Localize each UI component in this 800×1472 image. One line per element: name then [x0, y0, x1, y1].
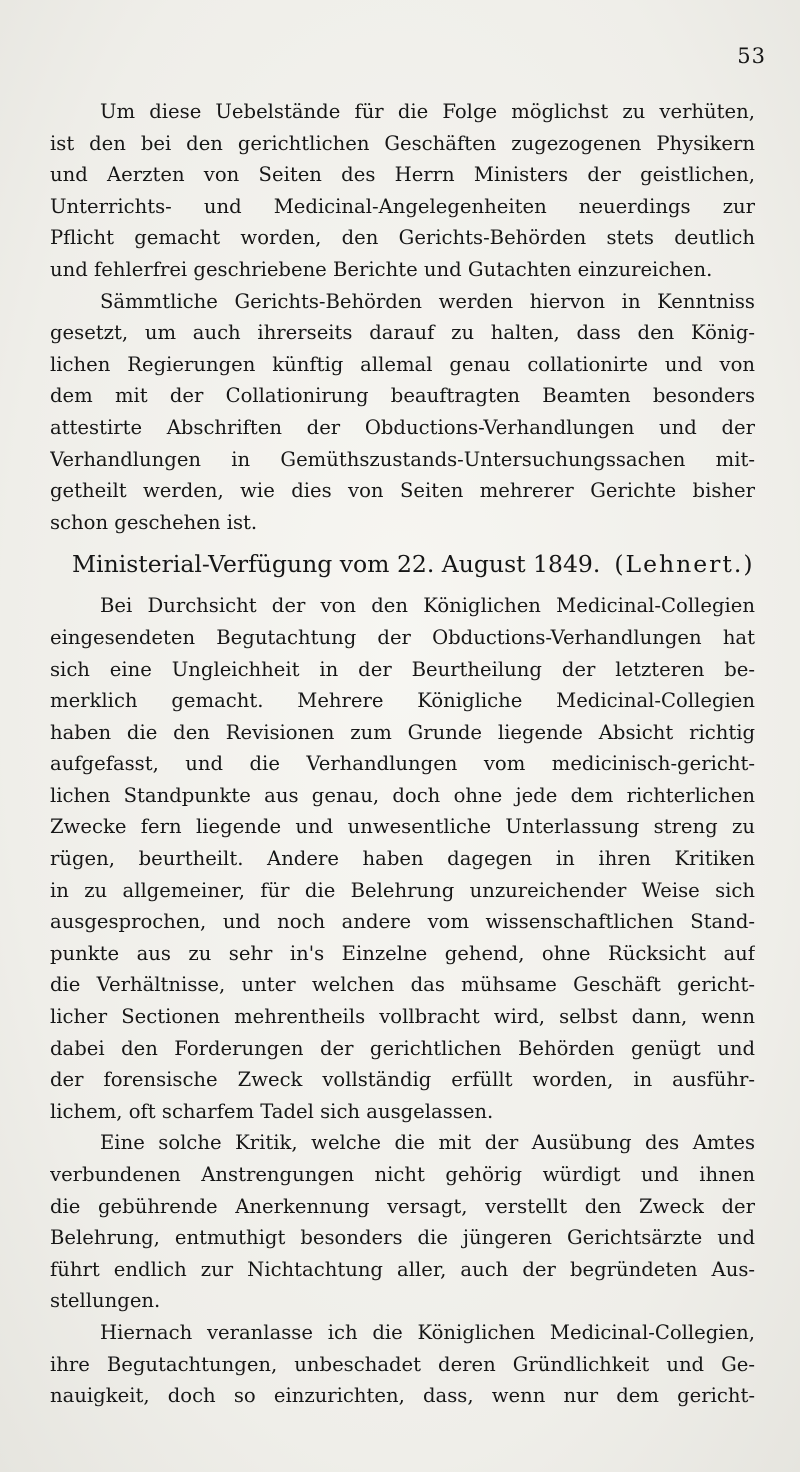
heading-title: Ministerial-Verfügung vom 22. August 1849.: [72, 550, 601, 579]
text-line: die Verhältnisse, unter welchen das mühsame Geschäft gericht-: [50, 973, 755, 997]
text-line: stellungen.: [50, 1289, 161, 1313]
paragraph-4: [50, 1127, 755, 1317]
text-line: haben die den Revisionen zum Grunde liegende Absicht richtig: [50, 720, 755, 744]
body-text: [50, 96, 755, 1412]
text-line: verbundenen Anstrengungen nicht gehörig würdigt und ihnen: [50, 1163, 755, 1186]
paragraph-5: [50, 1317, 755, 1412]
text-line: nauigkeit, doch so einzurichten, dass, wenn nur dem gericht-: [50, 1384, 755, 1408]
page-number: 53: [737, 44, 766, 68]
text-line: Um diese Uebelstände für die Folge möglichst zu verhüten,: [100, 100, 755, 123]
text-line: Pflicht gemacht worden, den Gerichts-Behörden stets deutlich: [50, 226, 755, 250]
text-line: und Aerzten von Seiten des Herrn Ministers der geistlichen,: [50, 163, 755, 187]
text-line: der forensische Zweck vollständig erfüllt worden, in ausführ-: [50, 1068, 755, 1092]
paragraph-3: [50, 590, 755, 1127]
text-line: licher Sectionen mehrentheils vollbracht wird, selbst dann, wenn: [50, 1005, 755, 1029]
text-line: attestirte Abschriften der Obductions-Verhandlungen und der: [50, 415, 755, 439]
text-line: punkte aus zu sehr in's Einzelne gehend, ohne Rücksicht auf: [50, 941, 755, 965]
text-line: ausgesprochen, und noch andere vom wissenschaftlichen Stand-: [50, 910, 755, 934]
paragraph-1: [50, 96, 755, 286]
text-line: ihre Begutachtungen, unbeschadet deren Gründlichkeit und Ge-: [50, 1352, 755, 1376]
text-line: ist den bei den gerichtlichen Geschäften zugezogenen Physikern: [50, 131, 755, 155]
text-line: merklich gemacht. Mehrere Königliche Medicinal-Collegien: [50, 689, 755, 713]
text-line: Hiernach veranlasse ich die Königlichen Medicinal-Collegien,: [100, 1320, 755, 1344]
text-line: Bei Durchsicht der von den Königlichen Medicinal-Collegien: [100, 594, 755, 618]
text-line: dem mit der Collationirung beauftragten Beamten besonders: [50, 384, 755, 408]
section-heading: [50, 538, 755, 590]
text-line: Verhandlungen in Gemüthszustands-Untersuchungssachen mit-: [50, 447, 755, 471]
text-line: Sämmtliche Gerichts-Behörden werden hiervon in Kenntniss: [100, 289, 755, 313]
heading-author: (Lehnert.): [614, 550, 755, 579]
text-line: rügen, beurtheilt. Andere haben dagegen in ihren Kritiken: [50, 847, 755, 871]
text-line: lichen Standpunkte aus genau, doch ohne jede dem richterlichen: [50, 783, 755, 807]
text-line: und fehlerfrei geschriebene Berichte und Gutachten einzureichen.: [50, 257, 713, 281]
text-line: lichen Regierungen künftig allemal genau collationirte und von: [50, 352, 755, 376]
paragraph-2: [50, 286, 755, 539]
text-line: Eine solche Kritik, welche die mit der Ausübung des Amtes: [100, 1131, 755, 1155]
text-line: getheilt werden, wie dies von Seiten mehrerer Gerichte bisher: [50, 479, 755, 503]
text-line: aufgefasst, und die Verhandlungen vom medicinisch-gericht-: [50, 752, 755, 776]
text-line: in zu allgemeiner, für die Belehrung unzureichender Weise sich: [50, 878, 755, 902]
text-line: Belehrung, entmuthigt besonders die jüngeren Gerichtsärzte und: [50, 1226, 755, 1250]
text-line: die gebührende Anerkennung versagt, verstellt den Zweck der: [50, 1194, 755, 1218]
text-line: schon geschehen ist.: [50, 510, 258, 534]
text-line: Unterrichts- und Medicinal-Angelegenheiten neuerdings zur: [50, 194, 755, 218]
text-line: Zwecke fern liegende und unwesentliche Unterlassung streng zu: [50, 815, 755, 839]
text-line: sich eine Ungleichheit in der Beurtheilung der letzteren be-: [50, 657, 755, 681]
text-line: dabei den Forderungen der gerichtlichen Behörden genügt und: [50, 1036, 755, 1060]
text-line: lichem, oft scharfem Tadel sich ausgelassen.: [50, 1099, 494, 1123]
text-line: gesetzt, um auch ihrerseits darauf zu halten, dass den König-: [50, 321, 755, 345]
text-line: führt endlich zur Nichtachtung aller, auch der begründeten Aus-: [50, 1257, 755, 1281]
text-line: eingesendeten Begutachtung der Obductions-Verhandlungen hat: [50, 625, 755, 649]
